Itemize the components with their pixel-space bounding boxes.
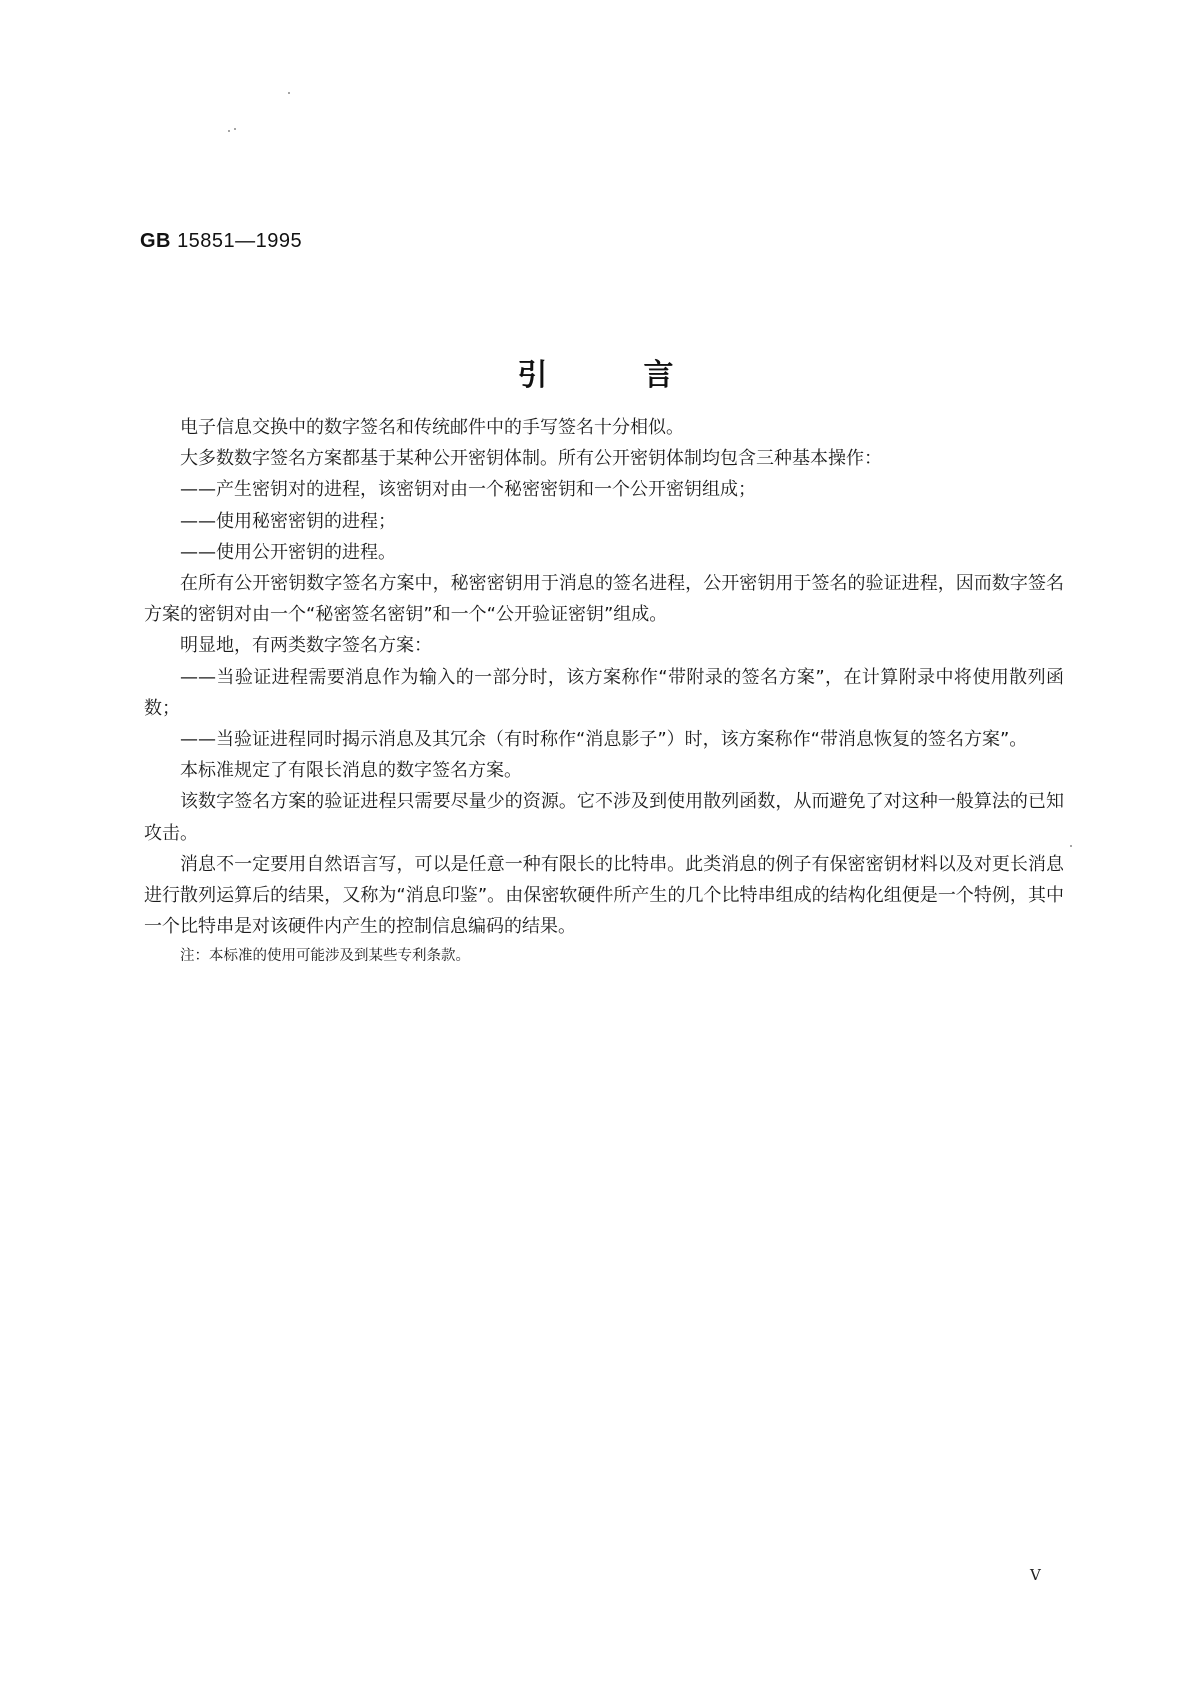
list-item: ——当验证进程同时揭示消息及其冗余（有时称作“消息影子”）时，该方案称作“带消息恢复的签名方案”。 [180,729,1028,751]
paragraph: 消息不一定要用自然语言写，可以是任意一种有限长的比特串。此类消息的例子有保密密钥材料以及对更长消息进行散列运算后的结果，又称为“消息印鉴”。由保密软硬件所产生的几个比特串组成的结构化组便是一个特例，其中一个比特串是对该硬件内产生的控制信息编码的结果。 [144,853,1064,938]
page-number: V [1030,1566,1041,1584]
paragraph: 明显地，有两类数字签名方案： [180,635,432,657]
list-item: ——使用秘密密钥的进程； [180,510,396,532]
note: 注：本标准的使用可能涉及到某些专利条款。 [180,948,470,965]
scan-speck [228,130,230,132]
paragraph: 大多数数字签名方案都基于某种公开密钥体制。所有公开密钥体制均包含三种基本操作： [180,448,882,470]
paragraph: 该数字签名方案的验证进程只需要尽量少的资源。它不涉及到使用散列函数，从而避免了对这种一般算法的已知攻击。 [144,791,1064,844]
paragraph: 在所有公开密钥数字签名方案中，秘密密钥用于消息的签名进程，公开密钥用于签名的验证进程，因而数字签名方案的密钥对由一个“秘密签名密钥”和一个“公开验证密钥”组成。 [144,573,1064,626]
page-title: 引言 [517,358,770,393]
paragraph: 电子信息交换中的数字签名和传统邮件中的手写签名十分相似。 [180,417,684,438]
paragraph: 本标准规定了有限长消息的数字签名方案。 [180,760,522,782]
standard-prefix: GB [140,230,171,252]
list-item: ——当验证进程需要消息作为输入的一部分时，该方案称作“带附录的签名方案”，在计算附录中将使用散列函数； [144,666,1064,719]
standard-number: 15851—1995 [177,230,303,252]
scan-speck [1070,845,1072,847]
list-item: ——使用公开密钥的进程。 [180,541,396,563]
standard-code [140,230,302,253]
body-text [144,412,1064,968]
scan-speck [234,128,236,130]
list-item: ——产生密钥对的进程，该密钥对由一个秘密密钥和一个公开密钥组成； [180,479,756,501]
scan-speck [288,92,290,94]
